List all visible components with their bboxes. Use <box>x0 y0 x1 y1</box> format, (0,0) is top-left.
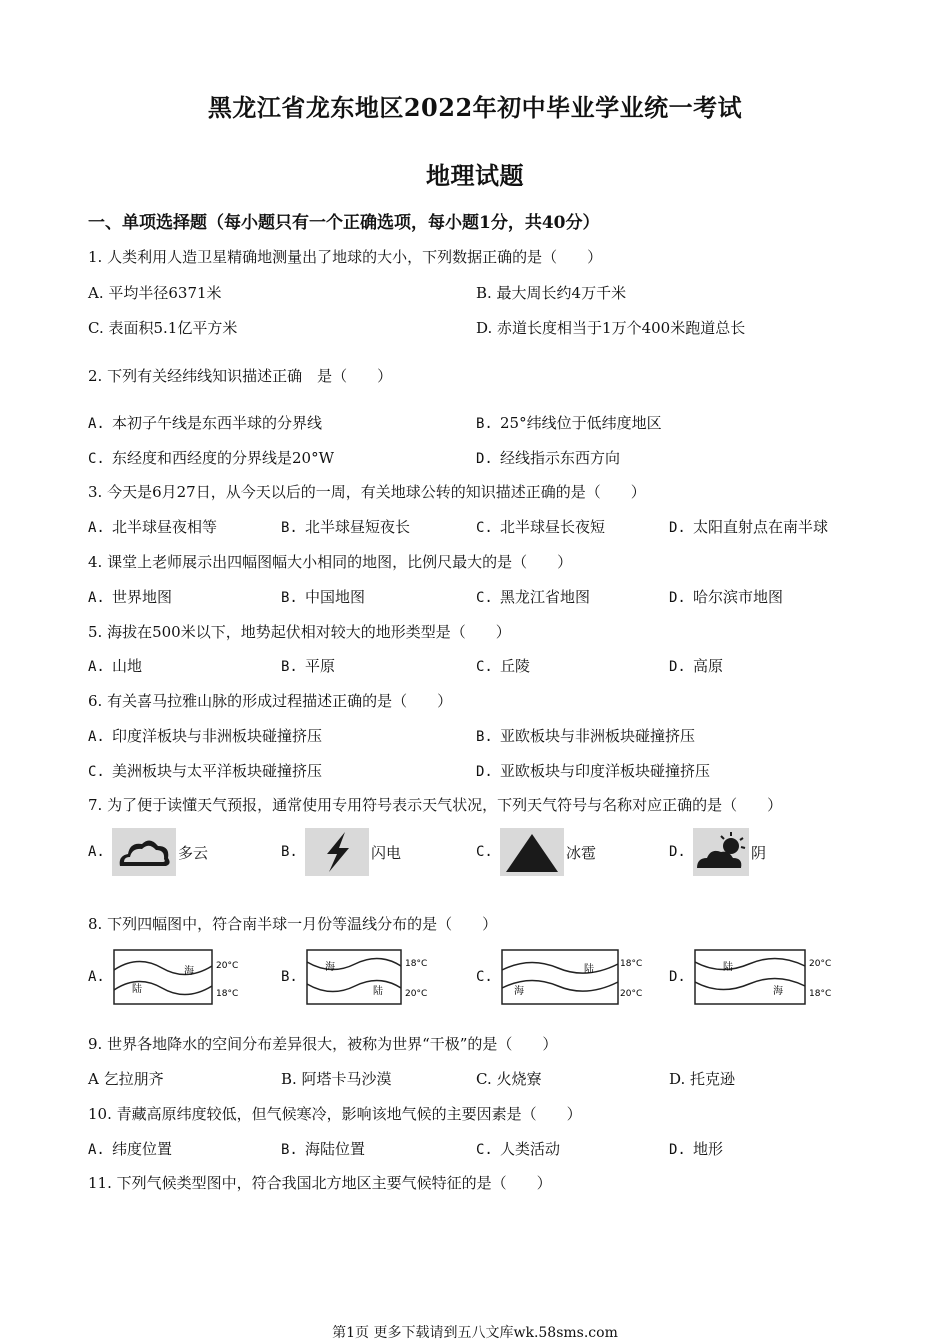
q3-option-a <box>88 516 217 537</box>
q3-option-d <box>669 516 828 537</box>
option-text: 高原 <box>693 657 724 675</box>
option-text: 亚欧板块与印度洋板块碰撞挤压 <box>500 762 711 780</box>
option-letter: B. <box>281 520 298 536</box>
option-letter: D. <box>669 520 686 536</box>
q5-option-a <box>88 655 142 676</box>
option-text: 25°纬线位于低纬度地区 <box>500 414 662 432</box>
temperature-label: 18°C <box>405 959 428 969</box>
q10-option-b <box>281 1138 365 1159</box>
q8-option-d <box>669 946 843 1008</box>
q7-label-a: 多云 <box>178 843 209 862</box>
q2-option-c <box>88 447 334 468</box>
region-label: 陆 <box>723 962 733 973</box>
page-footer: 第1页 更多下载请到五八文库wk.58sms.com <box>332 1325 618 1341</box>
exam-subtitle: 地理试题 <box>426 161 524 190</box>
option-letter: A. <box>88 416 105 432</box>
question-2-stem: 2. 下列有关经纬线知识描述正确 是（ ） <box>88 367 393 385</box>
question-9-stem: 9. 世界各地降水的空间分布差异很大，被称为世界“干极”的是（ ） <box>88 1035 558 1053</box>
option-text: 本初子午线是东西半球的分界线 <box>112 414 323 432</box>
option-letter: D. <box>476 764 493 780</box>
q10-option-a <box>88 1138 172 1159</box>
q8-option-b <box>281 946 445 1008</box>
q5-option-c <box>476 655 530 676</box>
q7-label-c: 冰雹 <box>566 843 597 862</box>
option-letter: D. <box>669 659 686 675</box>
q7-option-a <box>88 828 208 876</box>
exam-title: 黑龙江省龙东地区2022年初中毕业学业统一考试 <box>207 93 743 122</box>
q7-label-d: 阴 <box>751 843 767 862</box>
option-text: 印度洋板块与非洲板块碰撞挤压 <box>112 727 323 745</box>
option-letter: A. <box>88 1142 105 1158</box>
option-text: 经线指示东西方向 <box>500 449 621 467</box>
option-letter: B. <box>476 729 493 745</box>
option-text: 中国地图 <box>305 588 366 606</box>
q9-option-d: D. 托克逊 <box>669 1070 736 1088</box>
q8-option-a <box>88 946 252 1008</box>
q3-option-c <box>476 516 605 537</box>
q7-option-d <box>669 828 766 876</box>
q4-option-c <box>476 586 590 607</box>
temperature-label: 20°C <box>809 959 832 969</box>
sun-cloud-icon <box>693 828 749 876</box>
q1-option-a: A. 平均半径6371米 <box>88 284 222 302</box>
region-label: 陆 <box>584 964 594 975</box>
question-10-stem: 10. 青藏高原纬度较低，但气候寒冷，影响该地气候的主要因素是（ ） <box>88 1105 582 1123</box>
region-label: 海 <box>325 962 335 973</box>
option-text: 人类活动 <box>500 1140 561 1158</box>
isotherm-diagram-c <box>500 946 650 1008</box>
q4-option-b <box>281 586 365 607</box>
option-text: 北半球昼夜相等 <box>112 518 218 536</box>
q6-option-b <box>476 725 695 746</box>
option-letter: B. <box>281 969 298 985</box>
q4-option-a <box>88 586 172 607</box>
region-label: 海 <box>184 966 194 977</box>
q2-option-b <box>476 412 662 433</box>
option-text: 平原 <box>305 657 336 675</box>
q4-option-d <box>669 586 783 607</box>
q5-option-d <box>669 655 723 676</box>
option-letter: A. <box>88 659 105 675</box>
question-1-stem: 1. 人类利用人造卫星精确地测量出了地球的大小，下列数据正确的是（ ） <box>88 248 603 266</box>
option-letter: D. <box>669 590 686 606</box>
q1-option-d: D. 赤道长度相当于1万个400米跑道总长 <box>476 319 746 337</box>
region-label: 陆 <box>132 984 142 995</box>
option-letter: C. <box>476 590 493 606</box>
option-text: 太阳直射点在南半球 <box>693 518 829 536</box>
q5-option-b <box>281 655 335 676</box>
option-letter: D. <box>669 844 686 860</box>
option-letter: B. <box>281 844 298 860</box>
option-letter: C. <box>88 764 105 780</box>
temperature-label: 20°C <box>216 961 239 971</box>
option-letter: C. <box>88 451 105 467</box>
question-4-stem: 4. 课堂上老师展示出四幅图幅大小相同的地图，比例尺最大的是（ ） <box>88 553 573 571</box>
isotherm-diagram-b <box>305 946 445 1008</box>
q2-option-a <box>88 412 322 433</box>
section-heading: 一、单项选择题（每小题只有一个正确选项，每小题1分，共40分） <box>88 213 600 233</box>
option-letter: B. <box>281 590 298 606</box>
temperature-label: 18°C <box>216 989 239 999</box>
temperature-label: 20°C <box>405 989 428 999</box>
q3-option-b <box>281 516 410 537</box>
q7-option-c <box>476 828 596 876</box>
isotherm-diagram-a <box>112 946 252 1008</box>
option-text: 山地 <box>112 657 143 675</box>
temperature-label: 18°C <box>620 959 643 969</box>
q2-option-d <box>476 447 620 468</box>
question-5-stem: 5. 海拔在500米以下，地势起伏相对较大的地形类型是（ ） <box>88 623 511 641</box>
option-text: 东经度和西经度的分界线是20°W <box>112 449 335 467</box>
q9-option-c: C. 火烧寮 <box>476 1070 542 1088</box>
lightning-icon <box>305 828 369 876</box>
q8-option-c <box>476 946 650 1008</box>
q9-option-b: B. 阿塔卡马沙漠 <box>281 1070 392 1088</box>
hail-icon <box>500 828 564 876</box>
q9-option-a: A 乞拉朋齐 <box>88 1070 164 1088</box>
isotherm-diagram-d <box>693 946 843 1008</box>
option-text: 地形 <box>693 1140 724 1158</box>
region-label: 海 <box>514 986 524 997</box>
cloud-icon <box>112 828 176 876</box>
option-letter: C. <box>476 520 493 536</box>
question-7-stem: 7. 为了便于读懂天气预报，通常使用专用符号表示天气状况，下列天气符号与名称对应正确的是（ ） <box>88 796 783 814</box>
q7-option-b <box>281 828 401 876</box>
option-letter: C. <box>476 1142 493 1158</box>
q10-option-c <box>476 1138 560 1159</box>
question-11-stem: 11. 下列气候类型图中，符合我国北方地区主要气候特征的是（ ） <box>88 1174 552 1192</box>
option-letter: A. <box>88 590 105 606</box>
option-letter: A. <box>88 729 105 745</box>
option-text: 丘陵 <box>500 657 531 675</box>
temperature-label: 18°C <box>809 989 832 999</box>
option-letter: B. <box>281 1142 298 1158</box>
q7-label-b: 闪电 <box>371 843 402 862</box>
option-text: 海陆位置 <box>305 1140 366 1158</box>
region-label: 海 <box>773 986 783 997</box>
option-text: 美洲板块与太平洋板块碰撞挤压 <box>112 762 323 780</box>
option-letter: C. <box>476 969 493 985</box>
q1-option-c: C. 表面积5.1亿平方米 <box>88 319 238 337</box>
option-letter: A. <box>88 969 105 985</box>
q1-option-b: B. 最大周长约4万千米 <box>476 284 627 302</box>
option-text: 北半球昼短夜长 <box>305 518 411 536</box>
option-letter: C. <box>476 659 493 675</box>
option-letter: D. <box>669 1142 686 1158</box>
option-text: 纬度位置 <box>112 1140 173 1158</box>
option-letter: B. <box>476 416 493 432</box>
temperature-label: 20°C <box>620 989 643 999</box>
option-text: 哈尔滨市地图 <box>693 588 784 606</box>
region-label: 陆 <box>373 986 383 997</box>
q10-option-d <box>669 1138 723 1159</box>
q6-option-c <box>88 760 322 781</box>
q6-option-d <box>476 760 710 781</box>
option-letter: D. <box>476 451 493 467</box>
option-letter: C. <box>476 844 493 860</box>
question-3-stem: 3. 今天是6月27日，从今天以后的一周，有关地球公转的知识描述正确的是（ ） <box>88 483 646 501</box>
option-letter: B. <box>281 659 298 675</box>
option-text: 世界地图 <box>112 588 173 606</box>
question-8-stem: 8. 下列四幅图中，符合南半球一月份等温线分布的是（ ） <box>88 915 498 933</box>
option-letter: D. <box>669 969 686 985</box>
q6-option-a <box>88 725 322 746</box>
option-text: 北半球昼长夜短 <box>500 518 606 536</box>
option-text: 黑龙江省地图 <box>500 588 591 606</box>
question-6-stem: 6. 有关喜马拉雅山脉的形成过程描述正确的是（ ） <box>88 692 453 710</box>
option-text: 亚欧板块与非洲板块碰撞挤压 <box>500 727 696 745</box>
option-letter: A. <box>88 520 105 536</box>
option-letter: A. <box>88 844 105 860</box>
